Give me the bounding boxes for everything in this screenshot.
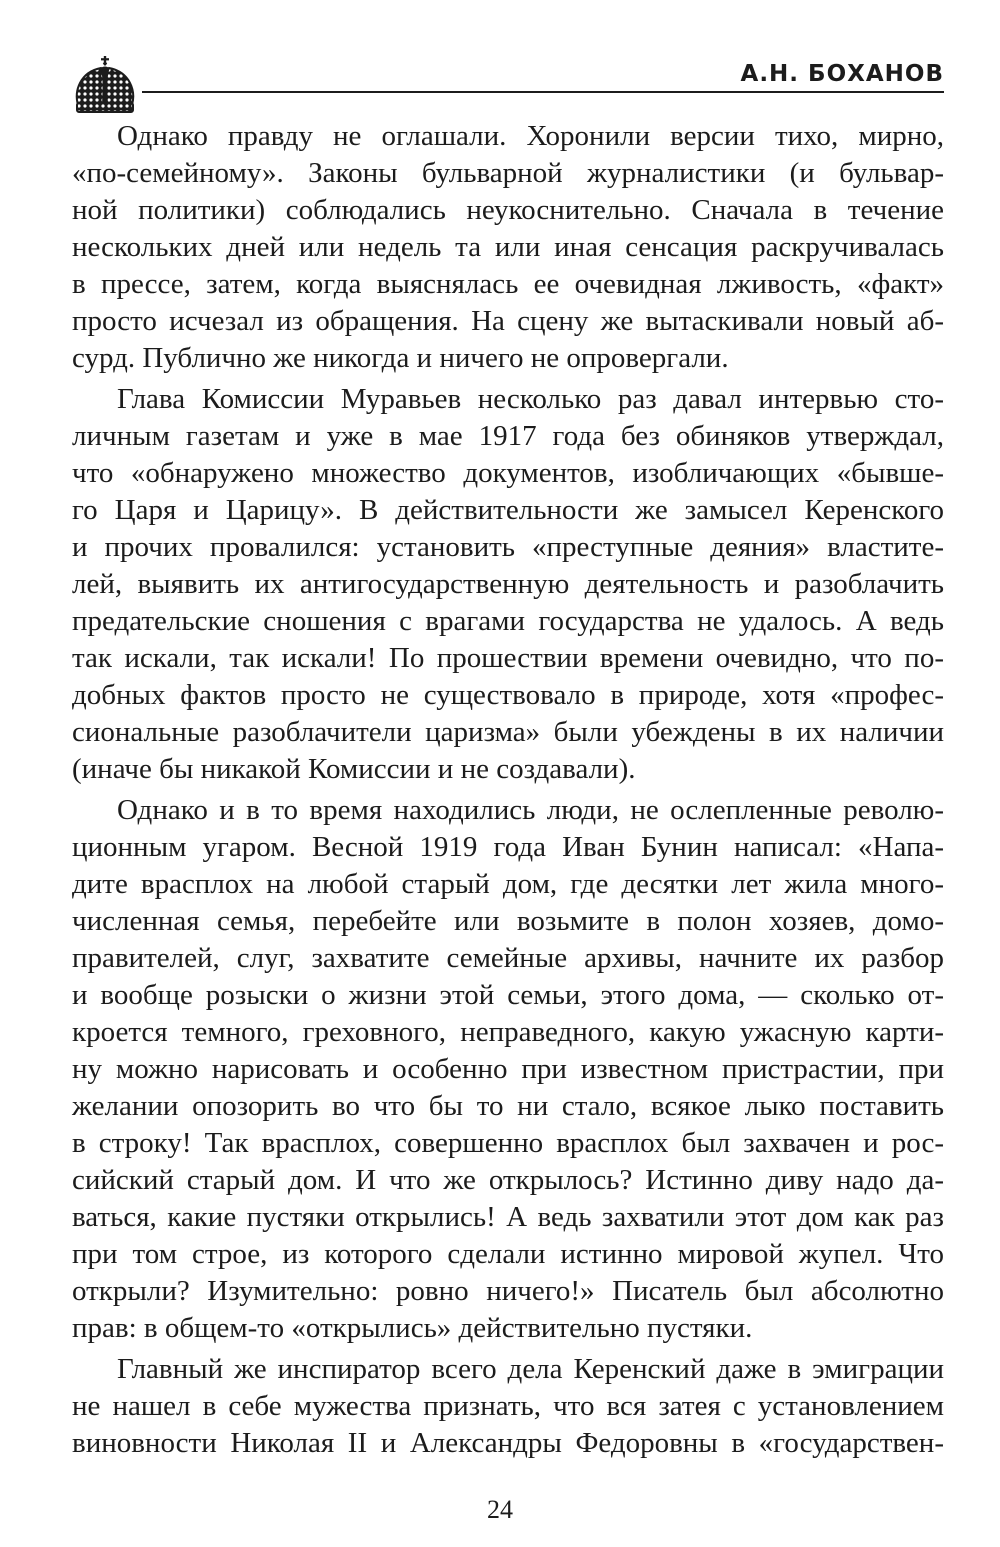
running-header [70,55,944,117]
text-line: прав: в общем-то «открылись» действительно пустяки. [72,1312,753,1344]
text-line: Главный же инспиратор всего дела Керенский даже в эмиграции [117,1353,944,1385]
text-line: ваться, какие пустяки открылись! А ведь захватили этот дом как раз [72,1201,944,1233]
text-line: что «обнаружено множество документов, изобличающих «бывше- [72,457,944,489]
paragraph [72,792,944,1347]
body-text [72,118,944,1462]
text-line: в строку! Так врасплох, совершенно врасплох был захвачен и рос- [72,1127,944,1159]
text-line: сурд. Публично же никогда и ничего не опровергали. [72,342,729,374]
text-line: нескольких дней или недель та или иная сенсация раскручивалась [72,231,944,263]
text-line: ционным угаром. Весной 1919 года Иван Бунин написал: «Напа- [72,831,944,863]
text-line: го Царя и Царицу». В действительности же замысел Керенского [72,494,944,526]
paragraph [72,381,944,788]
text-line: так искали, так искали! По прошествии времени очевидно, что по- [72,642,944,674]
paragraph [72,118,944,377]
text-line: виновности Николая II и Александры Федоровны в «государствен- [72,1427,944,1459]
text-line: и вообще розыски о жизни этой семьи, этого дома, — сколько от- [72,979,944,1011]
text-line: правителей, слуг, захватите семейные архивы, начните их разбор [72,942,944,974]
text-line: желании опозорить во что бы то ни стало, всякое лыко поставить [72,1090,944,1122]
text-line: дите врасплох на любой старый дом, где десятки лет жила много- [72,868,944,900]
text-line: «по-семейному». Законы бульварной журналистики (и бульвар- [72,157,944,189]
text-line: и прочих провалился: установить «преступные деяния» властите- [72,531,944,563]
text-line: лей, выявить их антигосударственную деятельность и разоблачить [72,568,944,600]
text-line: при том строе, из которого сделали истинно мировой жупел. Что [72,1238,944,1270]
text-line: личным газетам и уже в мае 1917 года без обиняков утверждал, [72,420,944,452]
text-line: не нашел в себе мужества признать, что вся затея с установлением [72,1390,944,1422]
text-line: ну можно нарисовать и особенно при известном пристрастии, при [72,1053,944,1085]
header-rule [142,91,944,93]
text-line: просто исчезал из обращения. На сцену же вытаскивали новый аб- [72,305,944,337]
text-line: Однако и в то время находились люди, не ослепленные револю- [117,794,944,826]
imperial-crown-icon [70,55,140,115]
text-line: Глава Комиссии Муравьев несколько раз давал интервью сто- [117,383,944,415]
text-line: добных фактов просто не существовало в природе, хотя «профес- [72,679,944,711]
text-line: численная семья, перебейте или возьмите в полон хозяев, домо- [72,905,944,937]
paragraph [72,1351,944,1462]
text-line: сийский старый дом. И что же открылось? Истинно диву надо да- [72,1164,944,1196]
text-line: в прессе, затем, когда выяснялась ее очевидная лживость, «факт» [72,268,944,300]
text-line: (иначе бы никакой Комиссии и не создавали). [72,753,636,785]
text-line: открыли? Изумительно: ровно ничего!» Писатель был абсолютно [72,1275,944,1307]
text-line: ной политики) соблюдались неукоснительно. Сначала в течение [72,194,944,226]
page-number: 24 [487,1495,513,1524]
text-line: сиональные разоблачители царизма» были убеждены в их наличии [72,716,944,748]
text-line: Однако правду не оглашали. Хоронили версии тихо, мирно, [117,120,944,152]
text-line: кроется темного, греховного, неправедного, какую ужасную карти- [72,1016,944,1048]
running-head-author: А.Н. БОХАНОВ [740,61,944,87]
text-line: предательские сношения с врагами государства не удалось. А ведь [72,605,944,637]
